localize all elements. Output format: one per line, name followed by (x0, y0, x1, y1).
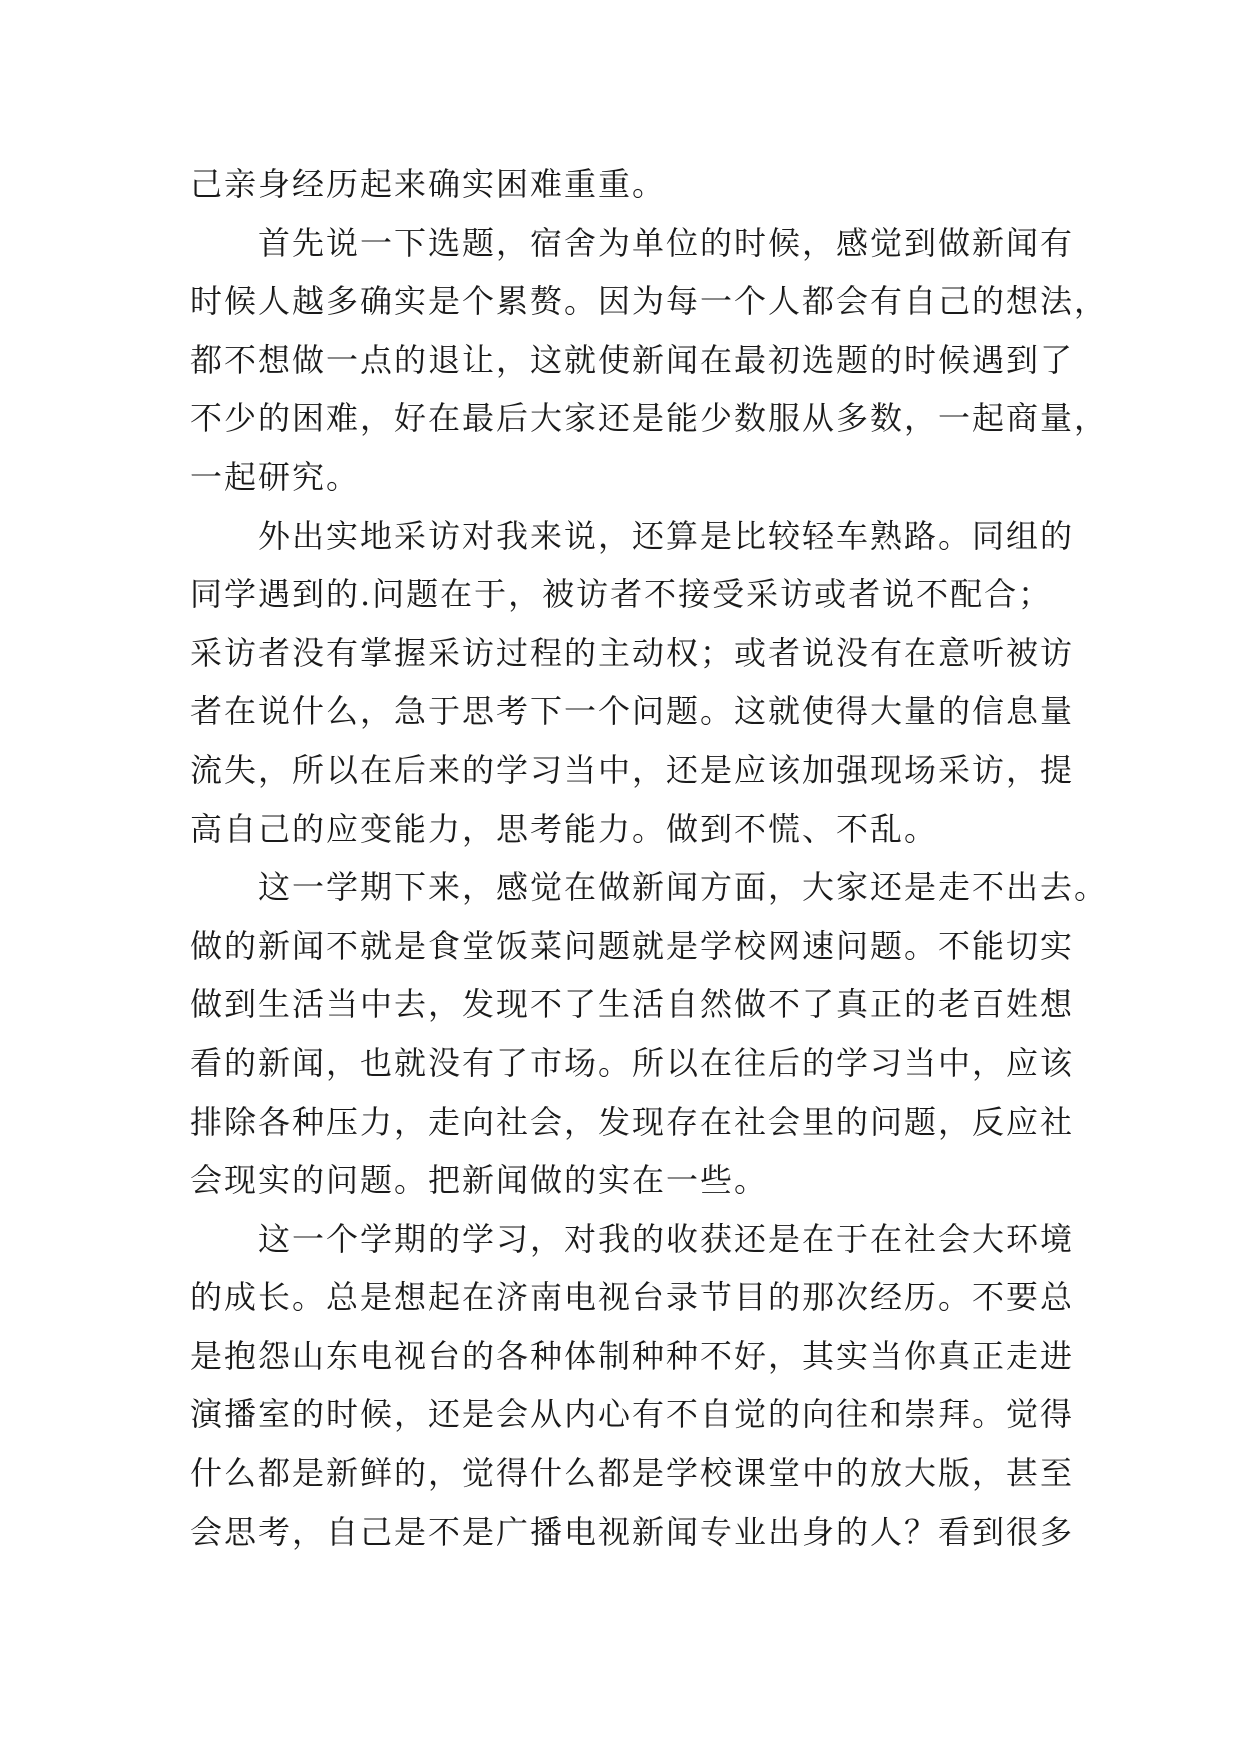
body-text (190, 155, 1109, 1561)
text-line: 看的新闻，也就没有了市场。所以在往后的学习当中，应该 (190, 1043, 1075, 1082)
text-line: 都不想做一点的退让，这就使新闻在最初选题的时候遇到了 (190, 340, 1075, 379)
text-line: 首先说一下选题，宿舍为单位的时候，感觉到做新闻有 (258, 223, 1075, 262)
text-line: 演播室的时候，还是会从内心有不自觉的向往和崇拜。觉得 (190, 1395, 1075, 1434)
text-line: 同学遇到的.问题在于，被访者不接受采访或者说不配合； (190, 575, 1053, 614)
text-line: 做的新闻不就是食堂饭菜问题就是学校网速问题。不能切实 (190, 926, 1075, 965)
text-line: 会现实的问题。把新闻做的实在一些。 (190, 1161, 769, 1200)
text-line: 做到生活当中去，发现不了生活自然做不了真正的老百姓想 (190, 985, 1075, 1024)
text-line: 流失，所以在后来的学习当中，还是应该加强现场采访，提 (190, 750, 1075, 789)
text-line: 高自己的应变能力，思考能力。做到不慌、不乱。 (190, 809, 939, 848)
text-line: 会思考，自己是不是广播电视新闻专业出身的人？看到很多 (190, 1512, 1075, 1551)
text-line: 这一学期下来，感觉在做新闻方面，大家还是走不出去。 (258, 868, 1109, 907)
text-line: 的成长。总是想起在济南电视台录节目的那次经历。不要总 (190, 1278, 1075, 1317)
text-line: 排除各种压力，走向社会，发现存在社会里的问题，反应社 (190, 1102, 1075, 1141)
text-line: 不少的困难，好在最后大家还是能少数服从多数，一起商量， (190, 399, 1109, 438)
text-line: 者在说什么，急于思考下一个问题。这就使得大量的信息量 (190, 692, 1075, 731)
text-line: 一起研究。 (190, 457, 361, 496)
text-line: 采访者没有掌握采访过程的主动权；或者说没有在意听被访 (190, 633, 1075, 672)
text-line: 是抱怨山东电视台的各种体制种种不好，其实当你真正走进 (190, 1336, 1075, 1375)
text-line: 这一个学期的学习，对我的收获还是在于在社会大环境 (258, 1219, 1075, 1258)
text-line: 外出实地采访对我来说，还算是比较轻车熟路。同组的 (258, 516, 1075, 555)
text-line: 己亲身经历起来确实困难重重。 (190, 165, 667, 203)
text-line: 时候人越多确实是个累赘。因为每一个人都会有自己的想法， (190, 282, 1109, 321)
text-line: 什么都是新鲜的，觉得什么都是学校课堂中的放大版，甚至 (190, 1454, 1075, 1493)
